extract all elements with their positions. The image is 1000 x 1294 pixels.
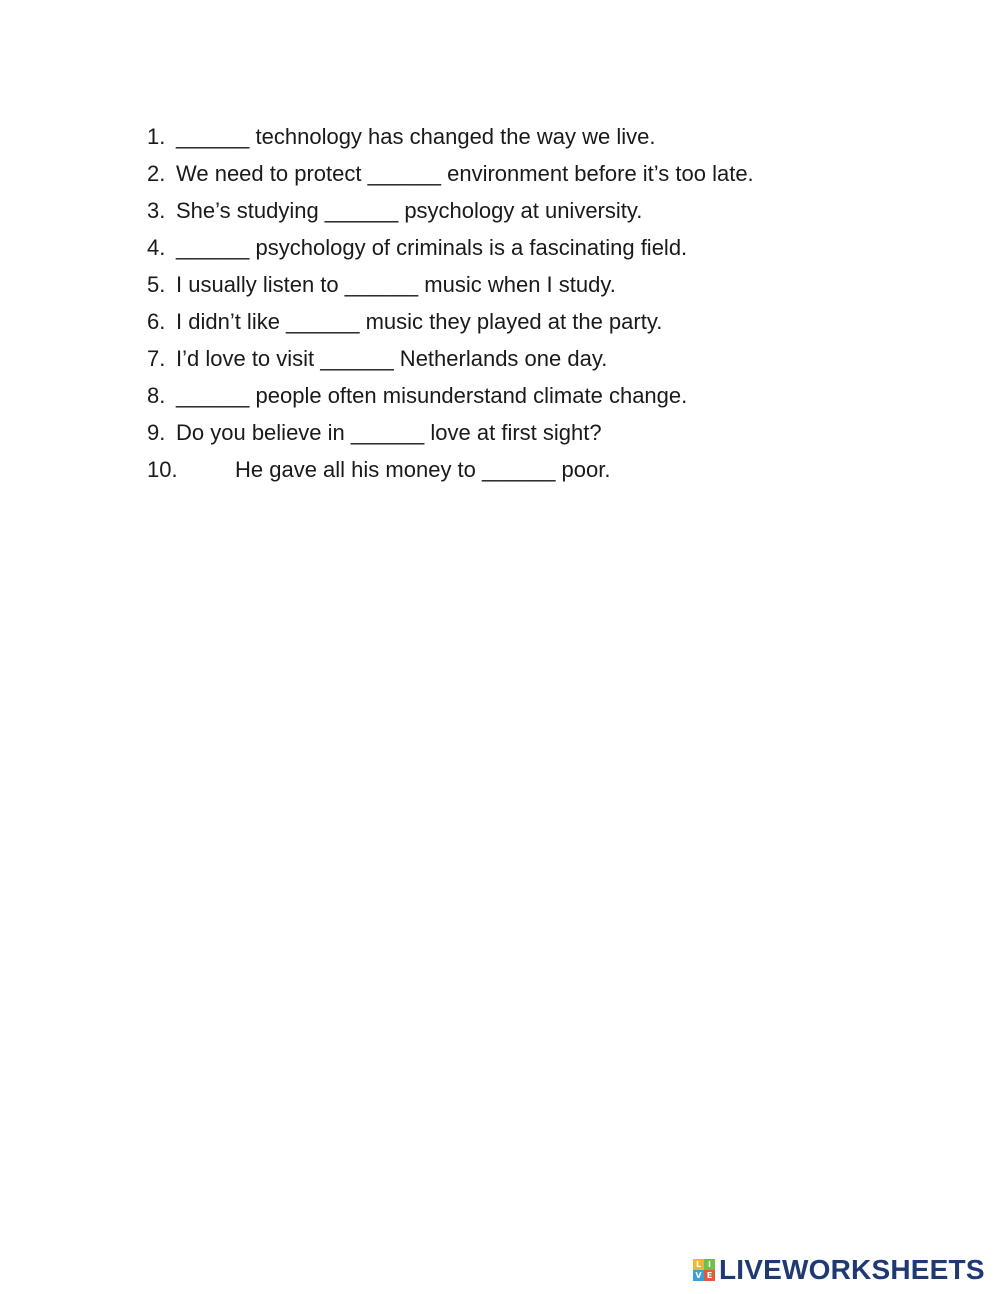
item-sentence: I didn’t like ______ music they played at the party. [176, 309, 663, 334]
exercise-item-8 [147, 377, 754, 414]
item-number: 8. [147, 383, 166, 408]
logo-letter-tile: E [704, 1270, 715, 1281]
exercise-item-9 [147, 414, 754, 451]
exercise-item-7 [147, 340, 754, 377]
exercise-item-4 [147, 229, 754, 266]
item-number: 6. [147, 309, 166, 334]
exercise-item-3 [147, 192, 754, 229]
exercise-item-5 [147, 266, 754, 303]
logo-letter-tile: L [693, 1259, 704, 1270]
item-sentence: I’d love to visit ______ Netherlands one day. [176, 346, 608, 371]
item-sentence: Do you believe in ______ love at first sight? [176, 420, 602, 445]
item-sentence: She’s studying ______ psychology at university. [176, 198, 643, 223]
exercise-item-6 [147, 303, 754, 340]
exercise-item-1 [147, 118, 754, 155]
item-number: 4. [147, 235, 166, 260]
item-number: 1. [147, 124, 166, 149]
liveworksheets-logo-icon [693, 1259, 715, 1281]
item-sentence: We need to protect ______ environment before it’s too late. [176, 161, 754, 186]
logo-letter-tile: I [704, 1259, 715, 1270]
item-sentence: ______ people often misunderstand climate change. [176, 383, 688, 408]
exercise-item-10 [147, 451, 754, 488]
item-sentence: I usually listen to ______ music when I study. [176, 272, 616, 297]
item-number: 10. [147, 457, 178, 482]
item-sentence: ______ psychology of criminals is a fascinating field. [176, 235, 688, 260]
item-sentence: ______ technology has changed the way we live. [176, 124, 656, 149]
brand-name: LIVEWORKSHEETS [719, 1254, 985, 1285]
exercise-item-2 [147, 155, 754, 192]
liveworksheets-logo [693, 1253, 985, 1287]
logo-letter-tile: V [693, 1270, 704, 1281]
item-number: 3. [147, 198, 166, 223]
exercise-list [147, 118, 754, 488]
item-number: 5. [147, 272, 166, 297]
item-sentence: He gave all his money to ______ poor. [235, 457, 611, 482]
item-number: 2. [147, 161, 166, 186]
item-number: 9. [147, 420, 166, 445]
item-number: 7. [147, 346, 166, 371]
